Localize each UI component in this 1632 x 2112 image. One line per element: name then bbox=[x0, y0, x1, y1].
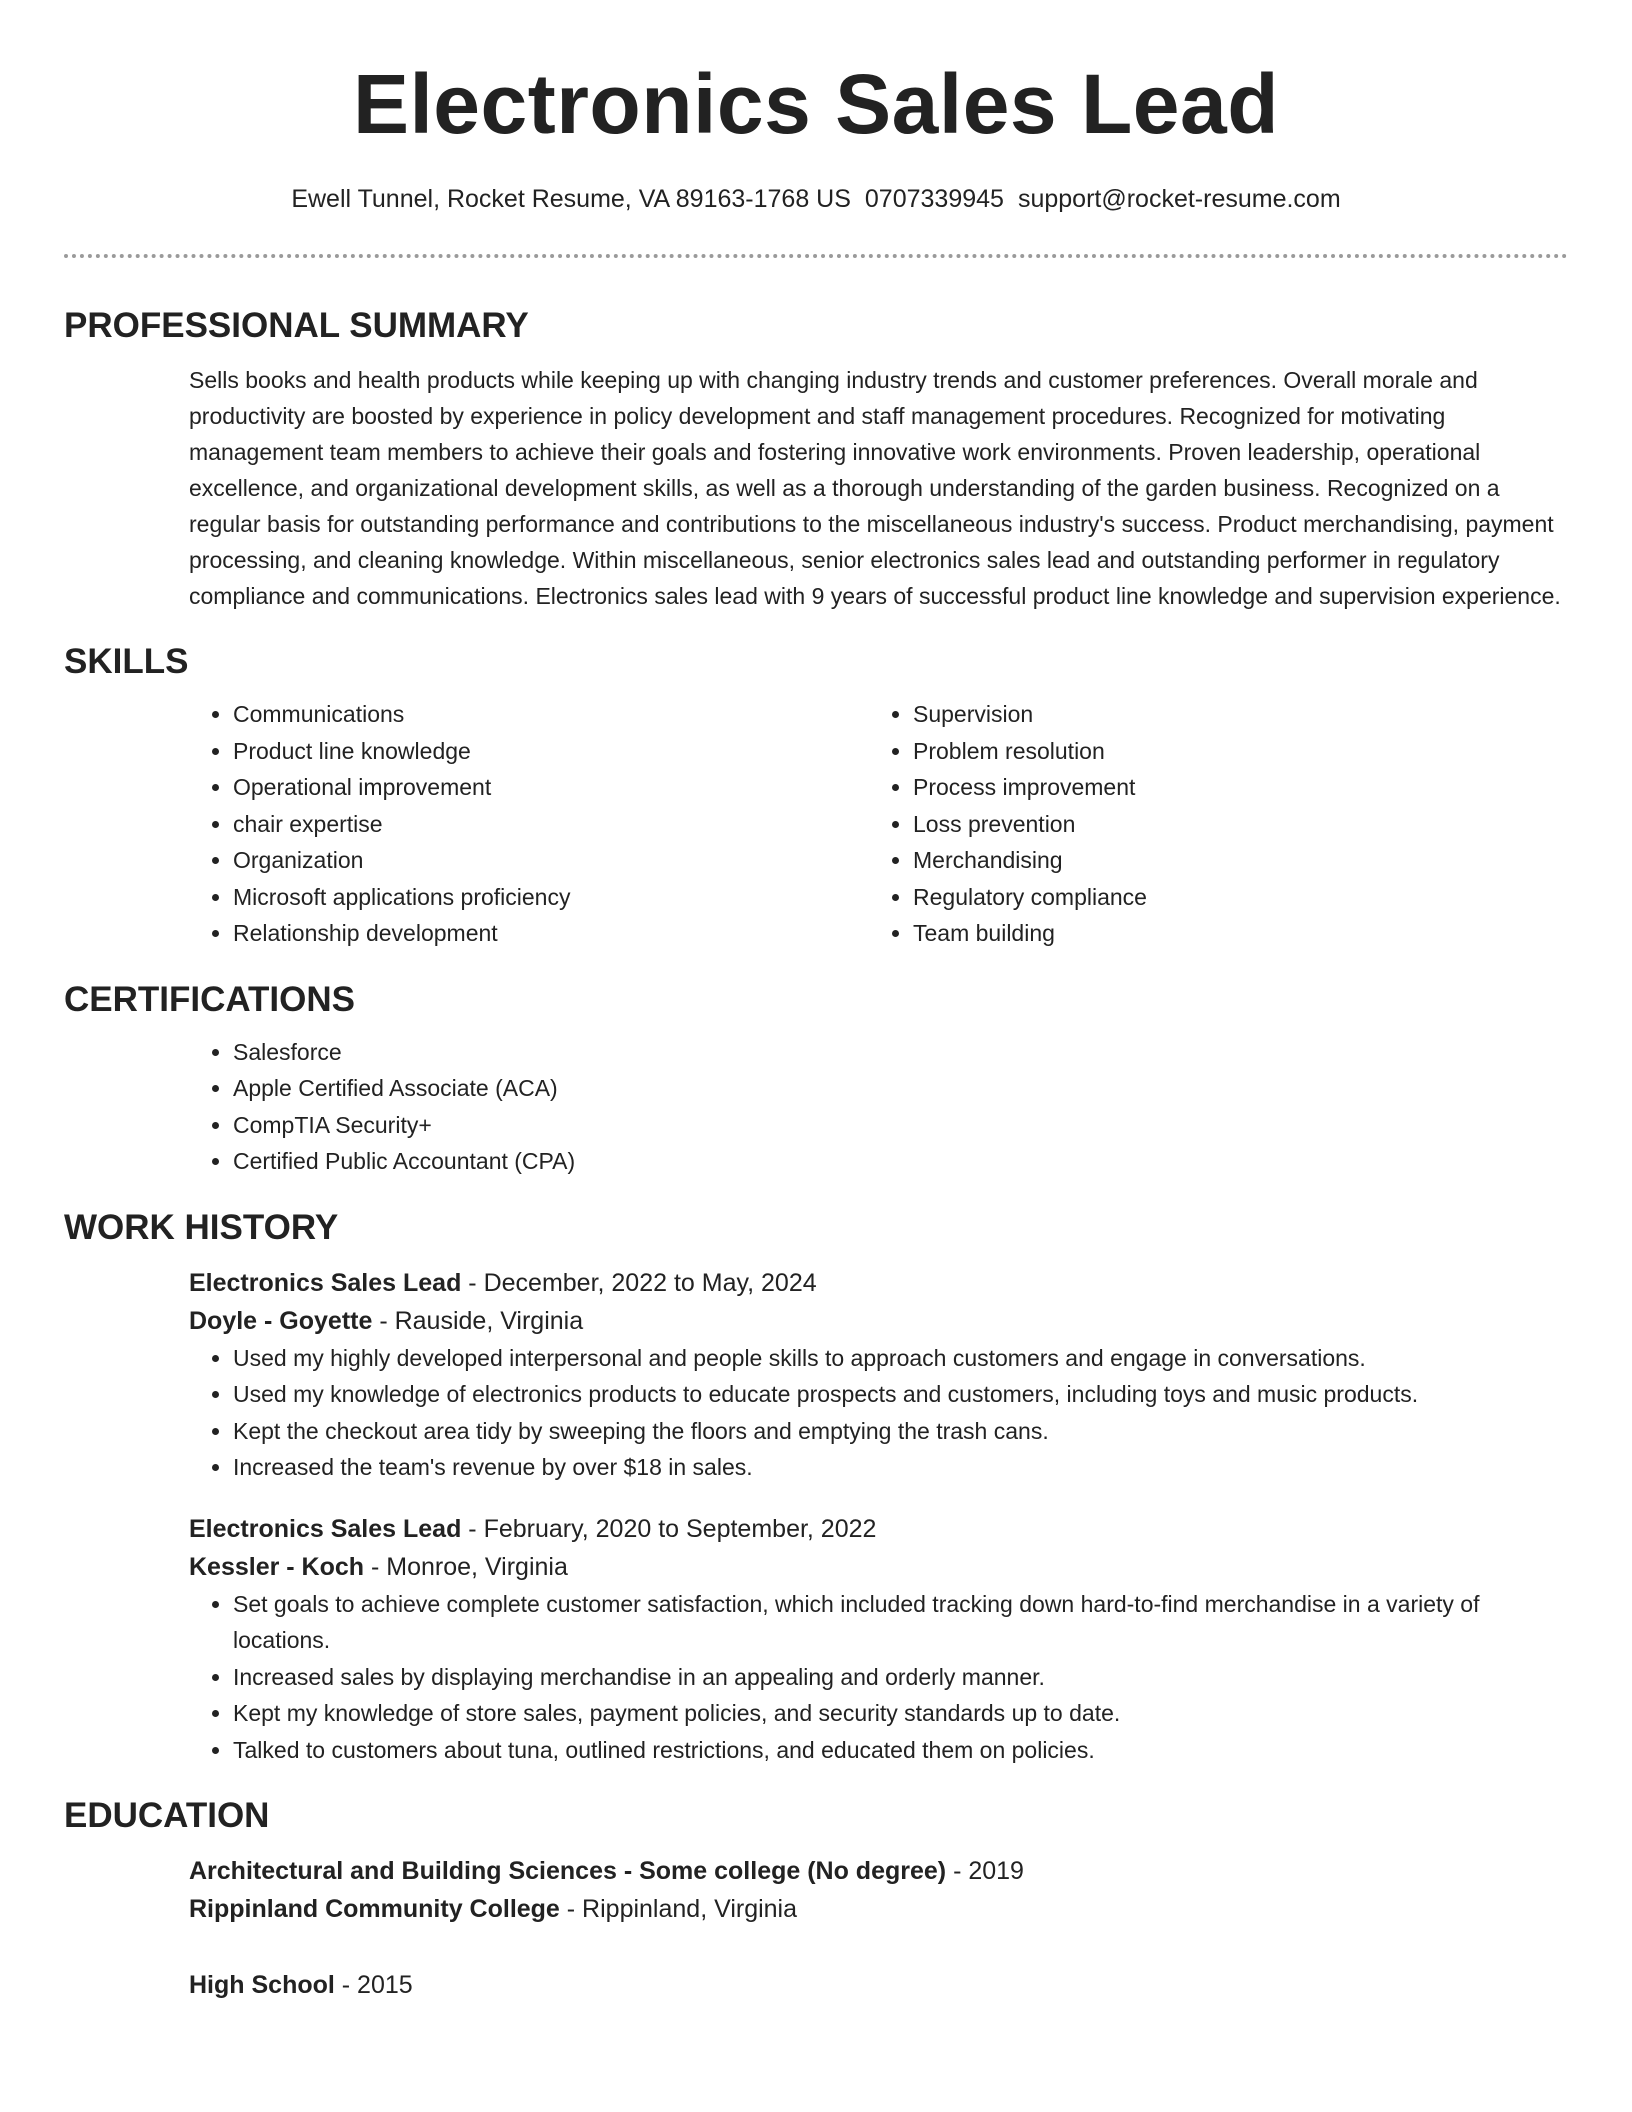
skill-item: • Team building bbox=[913, 915, 1549, 952]
skill-item: • Organization bbox=[233, 842, 869, 879]
contact-line bbox=[64, 182, 1568, 216]
job-duty: • Kept my knowledge of store sales, payment policies, and security standards up to date. bbox=[233, 1695, 1568, 1732]
job-company-line bbox=[189, 1302, 1568, 1340]
education-entry bbox=[189, 1852, 1568, 1928]
certifications-list bbox=[189, 1034, 1568, 1180]
job-location: - Rauside, Virginia bbox=[372, 1306, 584, 1335]
certification-item: • Certified Public Accountant (CPA) bbox=[233, 1143, 1568, 1180]
skill-item: • Process improvement bbox=[913, 769, 1549, 806]
skills-column-left bbox=[189, 696, 869, 952]
education-location: - Rippinland, Virginia bbox=[559, 1895, 798, 1923]
job-title-line bbox=[189, 1510, 1568, 1548]
education-year: - 2019 bbox=[946, 1857, 1024, 1885]
education-degree-line bbox=[189, 1852, 1568, 1890]
skill-item: • Product line knowledge bbox=[233, 733, 869, 770]
skill-item: • chair expertise bbox=[233, 806, 869, 843]
job-role: Electronics Sales Lead bbox=[189, 1514, 462, 1543]
skill-item: • Supervision bbox=[913, 696, 1549, 733]
job-entry bbox=[189, 1510, 1568, 1769]
certifications-heading: CERTIFICATIONS bbox=[64, 979, 356, 1019]
job-duty: • Used my knowledge of electronics products to educate prospects and customers, including toys and music products. bbox=[233, 1376, 1568, 1413]
job-company: Kessler - Koch bbox=[189, 1552, 365, 1581]
job-duty: • Talked to customers about tuna, outlined restrictions, and educated them on policies. bbox=[233, 1732, 1568, 1769]
job-dates: - February, 2020 to September, 2022 bbox=[461, 1514, 877, 1543]
skills-list bbox=[189, 696, 1568, 952]
contact-phone: 0707339945 bbox=[864, 185, 1004, 213]
skill-item: • Merchandising bbox=[913, 842, 1549, 879]
skills-column-right bbox=[869, 696, 1549, 952]
skill-item: • Operational improvement bbox=[233, 769, 869, 806]
header-divider bbox=[64, 254, 1568, 258]
education-degree: High School bbox=[189, 1971, 335, 1999]
job-dates: - December, 2022 to May, 2024 bbox=[461, 1268, 817, 1297]
education-degree: Architectural and Building Sciences - Some college (No degree) bbox=[189, 1857, 947, 1885]
job-duty: • Increased sales by displaying merchandise in an appealing and orderly manner. bbox=[233, 1659, 1568, 1696]
job-duties bbox=[189, 1340, 1568, 1486]
education-year: - 2015 bbox=[334, 1971, 413, 1999]
summary-heading: PROFESSIONAL SUMMARY bbox=[64, 306, 529, 345]
job-duty: • Kept the checkout area tidy by sweeping the floors and emptying the trash cans. bbox=[233, 1413, 1568, 1450]
education-school-line bbox=[189, 1890, 1568, 1928]
job-entry bbox=[189, 1264, 1568, 1486]
work-history-heading: WORK HISTORY bbox=[64, 1207, 339, 1247]
skill-item: • Relationship development bbox=[233, 915, 869, 952]
skills-heading: SKILLS bbox=[64, 642, 189, 681]
education-heading: EDUCATION bbox=[64, 1796, 270, 1835]
job-role: Electronics Sales Lead bbox=[189, 1268, 462, 1297]
skill-item: • Microsoft applications proficiency bbox=[233, 879, 869, 916]
certification-item: • Salesforce bbox=[233, 1034, 1568, 1071]
certification-item: • CompTIA Security+ bbox=[233, 1107, 1568, 1144]
skill-item: • Loss prevention bbox=[913, 806, 1549, 843]
summary-text: Sells books and health products while keeping up with changing industry trends and customer preferences. Overall morale and productivity are boosted by experience in policy development and staff management procedures. Recognized for motivating management team members to achieve their goals and fostering innovative work environments. Proven leadership, operational excellence, and organizational development skills, as well as a thorough understanding of the garden business. Recognized on a regular basis for outstanding performance and contributions to the miscellaneous industry's success. Product merchandising, payment processing, and cleaning knowledge. Within miscellaneous, senior electronics sales lead and outstanding performer in regulatory compliance and communications. Electronics sales lead with 9 years of successful product line knowledge and supervision experience. bbox=[189, 367, 1561, 609]
job-duties bbox=[189, 1586, 1568, 1769]
job-title-line bbox=[189, 1264, 1568, 1302]
education-degree-line bbox=[189, 1966, 1568, 2004]
job-location: - Monroe, Virginia bbox=[364, 1552, 568, 1581]
candidate-name: Electronics Sales Lead bbox=[352, 57, 1280, 151]
contact-email[interactable]: support@rocket-resume.com bbox=[1017, 185, 1341, 213]
education-school: Rippinland Community College bbox=[189, 1895, 560, 1923]
contact-address: Ewell Tunnel, Rocket Resume, VA 89163-1768 US bbox=[291, 185, 851, 213]
skill-item: • Regulatory compliance bbox=[913, 879, 1549, 916]
job-duty: • Used my highly developed interpersonal and people skills to approach customers and engage in conversations. bbox=[233, 1340, 1568, 1377]
job-duty: • Set goals to achieve complete customer satisfaction, which included tracking down hard-to-find merchandise in a variety of locations. bbox=[233, 1586, 1568, 1659]
job-duty: • Increased the team's revenue by over $18 in sales. bbox=[233, 1449, 1568, 1486]
skill-item: • Problem resolution bbox=[913, 733, 1549, 770]
job-company-line bbox=[189, 1548, 1568, 1586]
job-company: Doyle - Goyette bbox=[189, 1306, 373, 1335]
education-entry bbox=[189, 1966, 1568, 2004]
certification-item: • Apple Certified Associate (ACA) bbox=[233, 1070, 1568, 1107]
skill-item: • Communications bbox=[233, 696, 869, 733]
